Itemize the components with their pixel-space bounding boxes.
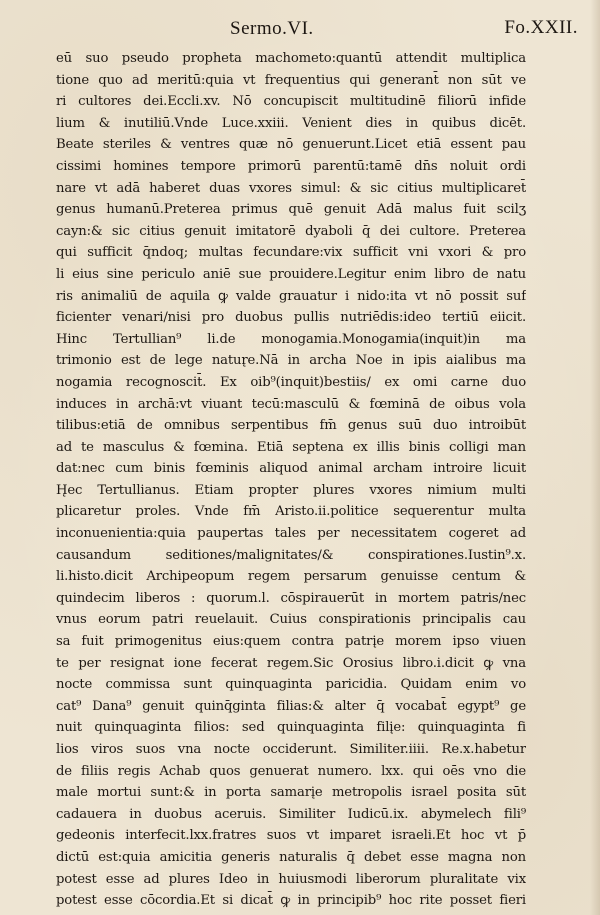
text-line: Hinc Tertullian⁹ li.de monogamia.Monogamia(inquit)in ma xyxy=(56,331,526,347)
text-line: potest esse ad plures Ideo in huiusmodi liberorum pluralitate vix xyxy=(56,871,526,887)
text-line: induces in archā:vt viuant tecū:masculū & fœminā de oibus vola xyxy=(56,396,526,412)
text-line: li.histo.dicit Archipeopum regem persarum genuisse centum & xyxy=(56,569,526,585)
text-line: plicaretur proles. Vnde fm̄ Aristo.ii.politice sequerentur multa xyxy=(56,504,526,520)
text-line: ad te masculus & fœmina. Etiā septena ex illis binis colligi man xyxy=(56,439,526,455)
running-title: Sermo.VI. xyxy=(230,18,314,39)
page-edge-shadow xyxy=(590,0,600,915)
text-line: potest esse cōcordia.Et si dicat̄ ꝙ in principib⁹ hoc rite posset fieri xyxy=(56,893,526,909)
text-line: causandum seditiones/malignitates/& conspirationes.Iustin⁹.x. xyxy=(56,547,526,563)
text-line: tione quo ad meritū:quia vt frequentius qui generant̄ non sūt ve xyxy=(56,72,526,88)
body-text xyxy=(56,48,526,912)
text-line: cayn:& sic citius genuit imitatorē dyaboli q̄ dei cultore. Preterea xyxy=(56,223,526,239)
text-line: de filiis regis Achab quos genuerat numero. lxx. qui oēs vno die xyxy=(56,763,526,779)
text-line: dictū est:quia amicitia generis naturalis q̄ debet esse magna non xyxy=(56,849,526,865)
text-line: H̨ec Tertullianus. Etiam propter plures vxores nimium multi xyxy=(56,482,526,498)
folio-number: Fo.XXII. xyxy=(504,17,578,38)
text-line: nuit quinquaginta filios: sed quinquaginta filįe: quinquaginta fi xyxy=(56,720,526,736)
text-line: lium & inutiliū.Vnde Luce.xxiii. Venient dies in quibus dicēt. xyxy=(56,115,526,131)
text-line: male mortui sunt:& in porta samarįe metropolis israel posita sūt xyxy=(56,785,526,801)
page-header xyxy=(0,14,600,44)
text-line: ris animaliū de aquila ꝙ valde grauatur i nido:ita vt nō possit suf xyxy=(56,288,526,304)
text-line: te per resignat ione fecerat regem.Sic Orosius libro.i.dicit ꝙ vna xyxy=(56,655,526,671)
text-line: tilibus:etiā de omnibus serpentibus fm̄ genus suū duo introibūt xyxy=(56,418,526,434)
text-line: lios viros suos vna nocte occiderunt. Similiter.iiii. Re.x.habetur xyxy=(56,742,526,757)
text-line: quindecim liberos : quorum.l. cōspirauerūt in mortem patris/nec xyxy=(56,590,526,606)
text-line: ficienter venari/nisi pro duobus pullis nutriēdis:ideo tertiū eiicit. xyxy=(56,310,526,326)
text-line: sa fuit primogenitus eius:quem contra patrįe morem ipso viuen xyxy=(56,634,526,650)
text-line: qui sufficit q̄ndoq; multas fecundare:vix sufficit vni vxori & pro xyxy=(56,245,526,261)
text-line: nocte commissa sunt quinquaginta paricidia. Quidam enim vo xyxy=(56,677,526,693)
text-line: dat:nec cum binis fœminis aliquod animal archam introire licuit xyxy=(56,461,526,477)
text-line: gedeonis interfecit.lxx.fratres suos vt imparet israeli.Et hoc vt p̄ xyxy=(56,828,526,844)
text-line: cat⁹ Dana⁹ genuit quinq̄ginta filias:& alter q̄ vocabat̄ egypt⁹ ge xyxy=(56,698,526,714)
text-line: cissimi homines tempore primorū parentū:tamē dn̄s noluit ordi xyxy=(56,158,526,174)
text-line: Beate steriles & ventres quæ nō genuerunt.Licet etiā essent pau xyxy=(56,137,526,153)
text-line: ri cultores dei.Eccli.xv. Nō concupiscit multitudinē filiorū infide xyxy=(56,94,526,110)
text-line: eū suo pseudo propheta machometo:quantū attendit multiplica xyxy=(56,51,526,66)
text-line: li eius sine periculo aniē sue prouidere.Legitur enim libro de natu xyxy=(56,266,526,282)
text-line: vnus eorum patri reuelauit. Cuius conspirationis principalis cau xyxy=(56,612,526,628)
text-line: cadauera in duobus aceruis. Similiter Iudicū.ix. abymelech fili⁹ xyxy=(56,806,526,822)
text-line: inconuenientia:quia paupertas tales per necessitatem cogeret ad xyxy=(56,526,526,542)
text-line: nogamia recognoscit̄. Ex oib⁹(inquit)bestiis/ ex omi carne duo xyxy=(56,374,526,390)
text-line: trimonio est de lege natur̨e.Nā in archa Noe in ipis aialibus ma xyxy=(56,353,526,369)
text-line: nare vt adā haberet duas vxores simul: & sic citius multiplicaret̄ xyxy=(56,180,526,196)
text-line: genus humanū.Preterea primus quē genuit Adā malus fuit scilʒ xyxy=(56,202,526,218)
